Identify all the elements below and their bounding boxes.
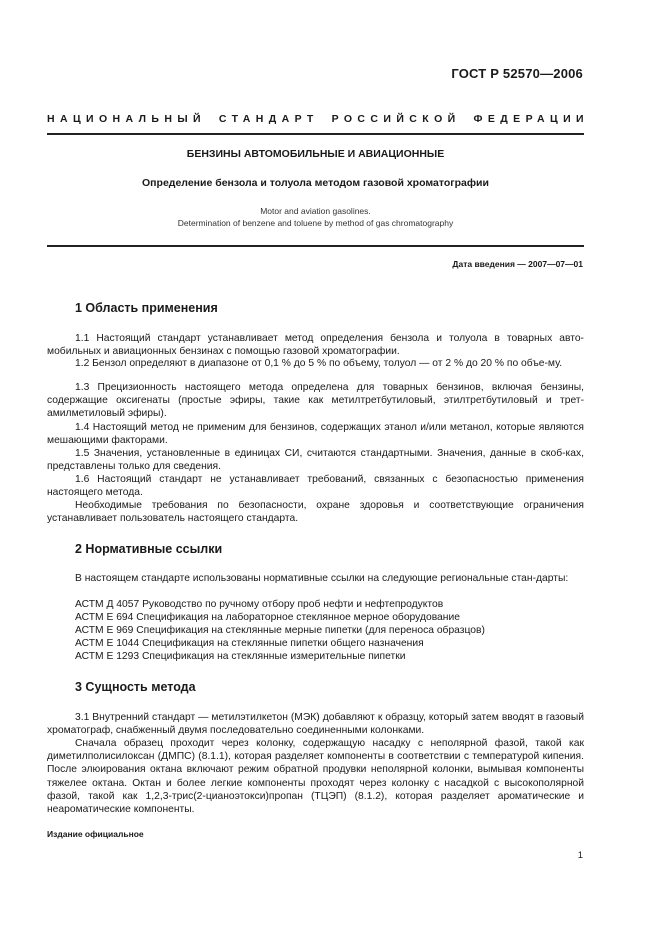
paragraph: Необходимые требования по безопасности, охране здоровья и соответствующие ограничения устанавливает пользователь настоящего стандарта. [47,500,584,525]
paragraph: 1.2 Бензол определяют в диапазоне от 0,1 % до 5 % по объему, толуол — от 2 % до 20 % по объе-му. [75,358,563,369]
paragraph: 1.3 Прецизионность настоящего метода определена для товарных бензинов, включая бензины, содержащие оксигенаты (простые эфиры, такие как метилтретбутиловый, этилтретбутиловый и трет-амилметиловый эфиры). [47,382,584,420]
edition-note: Издание официальное [47,829,144,839]
standard-code: ГОСТ Р 52570—2006 [451,66,583,81]
paragraph: В настоящем стандарте использованы нормативные ссылки на следующие региональные стан-дарты: [75,573,569,584]
document-title: БЕНЗИНЫ АВТОМОБИЛЬНЫЕ И АВИАЦИОННЫЕ [186,148,445,160]
document-subtitle: Определение бензола и толуола методом газовой хроматографии [142,177,489,189]
title-divider [47,245,584,247]
paragraph: 1.1 Настоящий стандарт устанавливает метод определения бензола и толуола в товарных авто-мобильных и авиационных бензинах с помощью газовой хроматографии. [47,333,584,358]
reference-item: АСТМ Е 694 Спецификация на лабораторное стеклянное мерное оборудование [75,612,460,623]
paragraph: Сначала образец проходит через колонку, содержащую насадку с неполярной фазой, такой как диметилполисилоксан (ДМПС) (8.1.1), которая разделяет компоненты в соответствии с температурой кипения. После элюирования октана включают режим обратной продувки неполярной колонки, вымывая компоненты тяжелее октана. Октан и более легкие компоненты проходят через колонку с насадкой с высокополярной фазой, такой как 1,2,3-трис(2-цианоэтокси)пропан (ТЦЭП) (8.1.2), которая разделяет ароматические и неароматические компоненты. [47,738,584,816]
english-title-line1: Motor and aviation gasolines. [260,206,371,216]
banner-divider [47,133,584,135]
paragraph: 1.6 Настоящий стандарт не устанавливает требований, связанных с безопасностью применения настоящего метода. [47,474,584,499]
banner-word: ФЕДЕРАЦИИ [473,113,589,125]
section-heading: 2 Нормативные ссылки [75,542,223,556]
paragraph: 1.5 Значения, установленные в единицах СИ, считаются стандартными. Значения, данные в скоб-ках, представлены только для сведения. [47,448,584,473]
banner-word: РОССИЙСКОЙ [331,113,461,125]
national-standard-banner [47,113,589,125]
reference-item: АСТМ Е 1044 Спецификация на стеклянные пипетки общего назначения [75,638,424,649]
banner-word: СТАНДАРТ [218,113,319,125]
page-number: 1 [577,850,583,861]
section-heading: 3 Сущность метода [75,680,196,694]
paragraph: 3.1 Внутренний стандарт — метилэтилкетон (МЭК) добавляют к образцу, который затем вводят в газовый хроматограф, снабженный двумя последовательно соединенными колонками. [47,712,584,737]
banner-word: НАЦИОНАЛЬНЫЙ [47,113,206,125]
introduction-date: Дата введения — 2007—07—01 [452,259,583,269]
reference-item: АСТМ Е 969 Спецификация на стеклянные мерные пипетки (для переноса образцов) [75,625,485,636]
reference-item: АСТМ Е 1293 Спецификация на стеклянные измерительные пипетки [75,651,406,662]
reference-item: АСТМ Д 4057 Руководство по ручному отбору проб нефти и нефтепродуктов [75,599,444,610]
paragraph: 1.4 Настоящий метод не применим для бензинов, содержащих этанол и/или метанол, которые являются мешающими факторами. [47,422,584,447]
english-title-line2: Determination of benzene and toluene by method of gas chromatography [177,218,454,228]
section-heading: 1 Область применения [75,301,218,315]
